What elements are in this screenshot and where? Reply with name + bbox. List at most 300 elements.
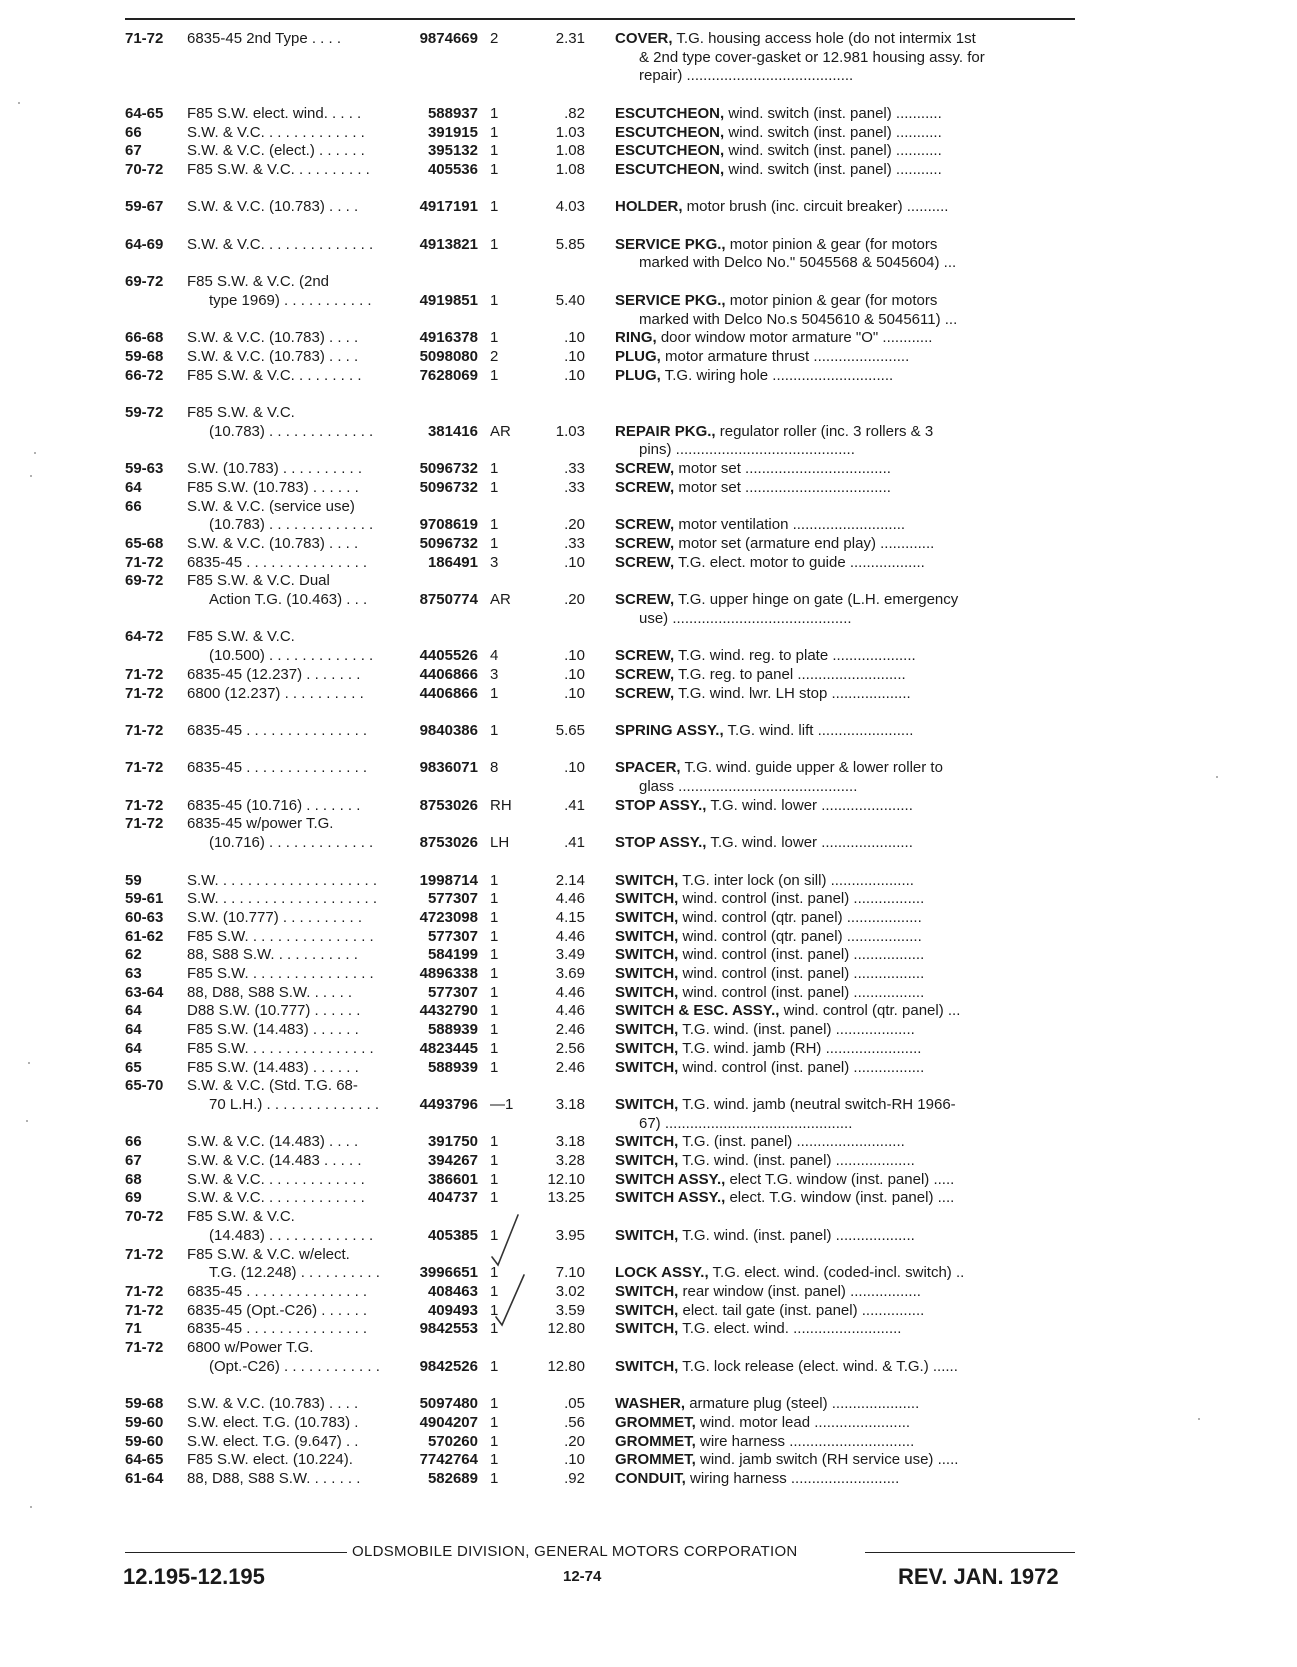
quantity: 1 xyxy=(490,946,499,964)
quantity: 1 xyxy=(490,1152,499,1170)
model-year: 59-67 xyxy=(125,198,164,216)
part-number: 4432790 xyxy=(419,1002,478,1020)
description-text: T.G. housing access hole (do not intermix 1st xyxy=(676,30,976,47)
part-number: 4493796 xyxy=(419,1095,478,1113)
description-title: GROMMET, xyxy=(615,1413,696,1431)
price: 12.80 xyxy=(547,1320,585,1338)
price: 4.03 xyxy=(555,198,585,216)
price: .10 xyxy=(564,329,585,347)
description-title: SWITCH, xyxy=(615,871,679,889)
description-title: SWITCH, xyxy=(615,983,679,1001)
model-year: 59-72 xyxy=(125,404,164,421)
description xyxy=(615,1302,1075,1321)
description-text: T.G. upper hinge on gate (L.H. emergency xyxy=(678,591,959,609)
model-application-text: 6835-45 . . . . . . . . . . . . . . . xyxy=(187,721,368,739)
description xyxy=(615,1021,1075,1040)
part-row xyxy=(125,367,1075,386)
part-row xyxy=(125,815,1075,834)
model-year: 61-64 xyxy=(125,1470,164,1488)
model-application-text: type 1969) . . . . . . . . . . . xyxy=(209,291,372,309)
description-text: wind. jamb switch (RH service use) ..... xyxy=(700,1451,959,1469)
quantity: 1 xyxy=(490,1021,499,1039)
price: .10 xyxy=(564,347,585,365)
description xyxy=(615,591,1075,628)
description-line xyxy=(615,1040,1075,1059)
model-year: 64 xyxy=(125,1002,142,1020)
model-year: 63-64 xyxy=(125,983,164,1001)
quantity: 1 xyxy=(490,478,499,496)
part-number: 4405526 xyxy=(419,647,478,665)
model-year: 59-60 xyxy=(125,1432,164,1450)
part-number: 582689 xyxy=(427,1470,478,1488)
price: 5.65 xyxy=(555,721,585,739)
model-application xyxy=(187,1302,390,1321)
model-application-text: S.W. (10.783) . . . . . . . . . . xyxy=(187,460,363,478)
description xyxy=(615,797,1075,816)
description-line xyxy=(615,1264,1075,1283)
description-text: motor brush (inc. circuit breaker) .......... xyxy=(686,198,949,216)
model-application-text: S.W. elect. T.G. (9.647) . . xyxy=(187,1432,359,1450)
part-row xyxy=(125,685,1075,704)
part-row xyxy=(125,946,1075,965)
model-application xyxy=(187,1227,390,1246)
model-application-text: F85 S.W. & V.C. (2nd xyxy=(187,273,330,291)
model-application-text: F85 S.W. & V.C. xyxy=(187,628,295,646)
model-application-text: 6835-45 . . . . . . . . . . . . . . . xyxy=(187,1320,368,1338)
quantity: 1 xyxy=(490,1283,499,1300)
description-text: T.G. wind. lower ...................... xyxy=(710,796,913,814)
part-row xyxy=(125,516,1075,535)
description-title: ESCUTCHEON, xyxy=(615,142,725,160)
model-application xyxy=(187,1433,390,1452)
description xyxy=(615,946,1075,965)
price: 4.15 xyxy=(555,908,585,926)
quantity: 1 xyxy=(490,890,499,908)
part-row xyxy=(125,1040,1075,1059)
description-line xyxy=(615,1414,1075,1433)
description-line xyxy=(615,236,1075,255)
model-application xyxy=(187,142,390,161)
part-row xyxy=(125,759,1075,796)
quantity: 1 xyxy=(490,1058,499,1076)
description xyxy=(615,479,1075,498)
quantity: 3 xyxy=(490,553,499,571)
model-application xyxy=(187,591,390,610)
scan-speck xyxy=(34,452,36,454)
model-year: 64 xyxy=(125,478,142,496)
description-text: wind. control (qtr. panel) .................. xyxy=(682,927,922,945)
description xyxy=(615,161,1075,180)
model-application xyxy=(187,1339,390,1358)
part-row xyxy=(125,498,1075,517)
description-line xyxy=(615,329,1075,348)
model-year: 71 xyxy=(125,1320,142,1338)
description-title: STOP ASSY., xyxy=(615,796,707,814)
quantity: 1 xyxy=(490,908,499,926)
model-year: 64-69 xyxy=(125,235,164,253)
model-year: 71-72 xyxy=(125,815,164,833)
part-number: 4406866 xyxy=(419,665,478,683)
part-row xyxy=(125,1339,1075,1358)
quantity: 1 xyxy=(490,1189,499,1207)
model-year: 59-68 xyxy=(125,347,164,365)
model-year: 59-60 xyxy=(125,1413,164,1431)
model-year: 63 xyxy=(125,965,142,983)
model-year: 64-72 xyxy=(125,628,164,646)
price: .20 xyxy=(564,1432,585,1450)
description-text: motor set ................................... xyxy=(678,478,891,496)
part-row xyxy=(125,1077,1075,1096)
model-application-text: 6835-45 w/power T.G. xyxy=(187,815,334,833)
description-title: SWITCH, xyxy=(615,1039,679,1057)
scan-speck xyxy=(26,1120,28,1122)
price: 5.85 xyxy=(555,235,585,253)
part-number: 588939 xyxy=(427,1058,478,1076)
model-year: 59-63 xyxy=(125,460,164,478)
price: 3.02 xyxy=(555,1283,585,1300)
description-line xyxy=(615,1189,1075,1208)
description-line xyxy=(615,198,1075,217)
part-row xyxy=(125,1059,1075,1078)
description xyxy=(615,1320,1075,1339)
price: .10 xyxy=(564,553,585,571)
description-title: SERVICE PKG., xyxy=(615,291,726,309)
model-application xyxy=(187,890,390,909)
part-row xyxy=(125,1302,1075,1321)
quantity: 1 xyxy=(490,1432,499,1450)
description-line xyxy=(615,535,1075,554)
description xyxy=(615,423,1075,460)
part-row xyxy=(125,1451,1075,1470)
price: 2.14 xyxy=(555,871,585,889)
part-row xyxy=(125,1189,1075,1208)
model-application xyxy=(187,572,390,591)
part-number: 3996651 xyxy=(419,1264,478,1282)
model-application xyxy=(187,161,390,180)
description-text: motor pinion & gear (for motors xyxy=(729,291,938,309)
description xyxy=(615,872,1075,891)
description-continuation: 67) ............................................. xyxy=(639,1114,853,1132)
model-application xyxy=(187,535,390,554)
description-title: SWITCH, xyxy=(615,1021,679,1039)
model-application-text: 6835-45 2nd Type . . . . xyxy=(187,30,341,47)
model-application xyxy=(187,1208,390,1227)
model-application xyxy=(187,666,390,685)
description xyxy=(615,1002,1075,1021)
price: .41 xyxy=(564,796,585,814)
model-application-text: 6800 w/Power T.G. xyxy=(187,1339,314,1357)
model-application xyxy=(187,292,390,311)
description-continuation: use) ........................................... xyxy=(639,609,852,627)
part-row xyxy=(125,423,1075,460)
model-year: 69-72 xyxy=(125,273,164,291)
price: .92 xyxy=(564,1470,585,1488)
description-text: T.G. elect. motor to guide .................. xyxy=(678,553,925,571)
price: 2.56 xyxy=(555,1039,585,1057)
price: 3.49 xyxy=(555,946,585,964)
part-row xyxy=(125,1002,1075,1021)
model-application-text: S.W. . . . . . . . . . . . . . . . . . . . xyxy=(187,871,378,889)
model-application-text: F85 S.W. & V.C. xyxy=(187,1208,295,1226)
parts-list xyxy=(125,30,1075,1489)
model-application-text: S.W. & V.C. (14.483) . . . . xyxy=(187,1133,359,1151)
part-row xyxy=(125,591,1075,628)
part-row xyxy=(125,348,1075,367)
description-line xyxy=(615,1152,1075,1171)
model-application-text: S.W. & V.C. (elect.) . . . . . . xyxy=(187,142,365,160)
description-title: SERVICE PKG., xyxy=(615,235,726,253)
description xyxy=(615,124,1075,143)
model-year: 71-72 xyxy=(125,553,164,571)
description-title: SWITCH, xyxy=(615,1152,679,1170)
description-text: T.G. wiring hole ............................. xyxy=(664,366,894,384)
model-application xyxy=(187,367,390,386)
model-application xyxy=(187,236,390,255)
description-title: SCREW, xyxy=(615,647,675,665)
description-line xyxy=(615,1059,1075,1078)
price: 4.46 xyxy=(555,890,585,908)
price: 2.31 xyxy=(555,30,585,47)
part-number: 7742764 xyxy=(419,1451,478,1469)
model-application-text: F85 S.W. elect. wind. . . . . xyxy=(187,104,362,122)
model-application xyxy=(187,647,390,666)
description xyxy=(615,1358,1075,1377)
description-line xyxy=(615,1358,1075,1377)
model-application-text: S.W. & V.C. . . . . . . . . . . . . xyxy=(187,1189,365,1207)
description-title: SWITCH, xyxy=(615,1133,679,1151)
model-application xyxy=(187,423,390,442)
part-row xyxy=(125,236,1075,273)
quantity: 1 xyxy=(490,235,499,253)
quantity: 1 xyxy=(490,104,499,122)
top-rule xyxy=(125,18,1075,20)
quantity: 1 xyxy=(490,1357,499,1375)
footer-division-title: OLDSMOBILE DIVISION, GENERAL MOTORS CORPORATION xyxy=(352,1543,798,1560)
part-row xyxy=(125,1320,1075,1339)
model-application xyxy=(187,946,390,965)
description-line xyxy=(615,759,1075,778)
part-row xyxy=(125,1227,1075,1246)
description xyxy=(615,666,1075,685)
model-year: 71-72 xyxy=(125,759,164,777)
model-application-text: F85 S.W. . . . . . . . . . . . . . . . xyxy=(187,965,374,983)
description xyxy=(615,236,1075,273)
quantity: —1 xyxy=(490,1095,514,1113)
part-number: 9836071 xyxy=(419,759,478,777)
description xyxy=(615,1171,1075,1190)
model-application-text: F85 S.W. & V.C. . . . . . . . . xyxy=(187,366,362,384)
model-application xyxy=(187,1059,390,1078)
quantity: 1 xyxy=(490,1002,499,1020)
price: 12.80 xyxy=(547,1357,585,1375)
section-range: 12.195-12.195 xyxy=(123,1564,265,1589)
price: 3.95 xyxy=(555,1226,585,1244)
quantity: 1 xyxy=(490,1451,499,1469)
scan-speck xyxy=(30,1506,32,1508)
model-year: 59-68 xyxy=(125,1395,164,1413)
price: 3.59 xyxy=(555,1301,585,1319)
price: .82 xyxy=(564,104,585,122)
model-application xyxy=(187,872,390,891)
model-application-text: S.W. & V.C. (10.783) . . . . xyxy=(187,534,359,552)
description-title: PLUG, xyxy=(615,347,661,365)
model-application-text: S.W. & V.C. (10.783) . . . . xyxy=(187,329,359,347)
price: 1.08 xyxy=(555,142,585,160)
page-number: 12-74 xyxy=(563,1568,602,1585)
part-number: 4917191 xyxy=(419,198,478,216)
part-number: 9840386 xyxy=(419,721,478,739)
description xyxy=(615,198,1075,217)
description-line xyxy=(615,834,1075,853)
price: 2.46 xyxy=(555,1058,585,1076)
description-line xyxy=(615,1470,1075,1489)
model-year: 70-72 xyxy=(125,160,164,178)
part-row xyxy=(125,797,1075,816)
model-application xyxy=(187,965,390,984)
model-year: 66-72 xyxy=(125,366,164,384)
part-number: 4896338 xyxy=(419,965,478,983)
part-row xyxy=(125,124,1075,143)
model-application-text: T.G. (12.248) . . . . . . . . . . xyxy=(209,1264,380,1282)
part-number: 7628069 xyxy=(419,366,478,384)
part-number: 5096732 xyxy=(419,478,478,496)
description-title: SCREW, xyxy=(615,460,675,478)
description-continuation: marked with Delco No." 5045568 & 5045604) ... xyxy=(639,254,957,272)
part-row xyxy=(125,1358,1075,1377)
model-application xyxy=(187,1040,390,1059)
quantity: 1 xyxy=(490,1226,499,1244)
description-text: T.G. elect. wind. (coded-incl. switch) .. xyxy=(712,1264,965,1282)
description-text: wind. switch (inst. panel) ........... xyxy=(728,160,942,178)
part-row xyxy=(125,909,1075,928)
quantity: 8 xyxy=(490,759,499,777)
part-row xyxy=(125,572,1075,591)
quantity: AR xyxy=(490,591,511,609)
part-row xyxy=(125,30,1075,86)
description-title: ESCUTCHEON, xyxy=(615,123,725,141)
description-line xyxy=(615,124,1075,143)
description-title: SWITCH, xyxy=(615,927,679,945)
description-line xyxy=(615,142,1075,161)
model-year: 71-72 xyxy=(125,684,164,702)
scan-speck xyxy=(18,102,20,104)
price: 12.10 xyxy=(547,1170,585,1188)
model-application-text: S.W. & V.C. . . . . . . . . . . . . xyxy=(187,1170,365,1188)
quantity: 1 xyxy=(490,1301,499,1319)
part-row xyxy=(125,105,1075,124)
description xyxy=(615,1414,1075,1433)
model-application xyxy=(187,1246,390,1265)
model-application xyxy=(187,1171,390,1190)
part-row xyxy=(125,161,1075,180)
description xyxy=(615,292,1075,329)
description-title: RING, xyxy=(615,329,657,347)
quantity: 4 xyxy=(490,647,499,665)
description-text: elect T.G. window (inst. panel) ..... xyxy=(729,1170,955,1188)
model-application xyxy=(187,479,390,498)
part-number: 4823445 xyxy=(419,1039,478,1057)
description-line xyxy=(615,797,1075,816)
model-year: 69-72 xyxy=(125,572,164,590)
description-text: wind. motor lead ....................... xyxy=(700,1413,911,1431)
quantity: 1 xyxy=(490,871,499,889)
model-application-text: F85 S.W. (10.783) . . . . . . xyxy=(187,478,359,496)
part-number: 4919851 xyxy=(419,291,478,309)
part-row xyxy=(125,1470,1075,1489)
description-text: motor armature thrust ....................... xyxy=(665,347,910,365)
model-year: 71-72 xyxy=(125,721,164,739)
description-title: SWITCH, xyxy=(615,908,679,926)
scan-speck xyxy=(1216,776,1218,778)
price: .41 xyxy=(564,834,585,852)
model-application xyxy=(187,759,390,778)
model-application xyxy=(187,928,390,947)
model-application xyxy=(187,797,390,816)
description-text: T.G. wind. guide upper & lower roller to xyxy=(684,759,943,777)
price: 2.46 xyxy=(555,1021,585,1039)
price: .10 xyxy=(564,684,585,702)
quantity: 2 xyxy=(490,30,499,47)
model-year: 64 xyxy=(125,1021,142,1039)
part-number: 588939 xyxy=(427,1021,478,1039)
model-year: 61-62 xyxy=(125,927,164,945)
description-text: door window motor armature "O" ............ xyxy=(660,329,933,347)
model-application xyxy=(187,815,390,834)
description-text: wind. control (inst. panel) ................. xyxy=(682,890,925,908)
model-application xyxy=(187,722,390,741)
part-row xyxy=(125,1133,1075,1152)
model-application-text: (10.783) . . . . . . . . . . . . . xyxy=(209,516,374,534)
price: 4.46 xyxy=(555,927,585,945)
description xyxy=(615,460,1075,479)
description-title: SPRING ASSY., xyxy=(615,721,724,739)
model-application-text: S.W. & V.C. (10.783) . . . . xyxy=(187,1395,359,1413)
part-number: 9708619 xyxy=(419,516,478,534)
description-text: motor set (armature end play) ............. xyxy=(678,534,935,552)
model-year: 65-68 xyxy=(125,534,164,552)
model-application-text: Action T.G. (10.463) . . . xyxy=(209,591,368,609)
description-text: T.G. lock release (elect. wind. & T.G.) ...... xyxy=(682,1357,958,1375)
description-title: STOP ASSY., xyxy=(615,834,707,852)
model-year: 71-72 xyxy=(125,796,164,814)
part-row xyxy=(125,273,1075,292)
description-text: wire harness .............................. xyxy=(700,1432,915,1450)
description-continuation: glass ........................................... xyxy=(639,778,858,796)
price: .05 xyxy=(564,1395,585,1413)
model-application-text: (10.500) . . . . . . . . . . . . . xyxy=(209,647,374,665)
description-text: elect. tail gate (inst. panel) ............... xyxy=(682,1301,925,1319)
part-number: 408463 xyxy=(427,1283,478,1300)
quantity: 1 xyxy=(490,1470,499,1488)
part-row xyxy=(125,834,1075,853)
scan-speck xyxy=(30,475,32,477)
model-application-text: F85 S.W. . . . . . . . . . . . . . . . xyxy=(187,1039,374,1057)
description-title: SWITCH, xyxy=(615,1058,679,1076)
model-application-text: 6835-45 (10.716) . . . . . . . xyxy=(187,796,361,814)
model-application xyxy=(187,198,390,217)
part-number: 9842553 xyxy=(419,1320,478,1338)
price: .33 xyxy=(564,478,585,496)
part-row xyxy=(125,647,1075,666)
part-number: 394267 xyxy=(427,1152,478,1170)
description-text: wind. control (inst. panel) ................. xyxy=(682,1058,925,1076)
description-text: regulator roller (inc. 3 rollers & 3 xyxy=(719,422,934,440)
model-application-text: D88 S.W. (10.777) . . . . . . xyxy=(187,1002,361,1020)
description-line xyxy=(615,1227,1075,1246)
part-number: 4913821 xyxy=(419,235,478,253)
model-year: 66 xyxy=(125,1133,142,1151)
description-line xyxy=(615,1096,1075,1115)
